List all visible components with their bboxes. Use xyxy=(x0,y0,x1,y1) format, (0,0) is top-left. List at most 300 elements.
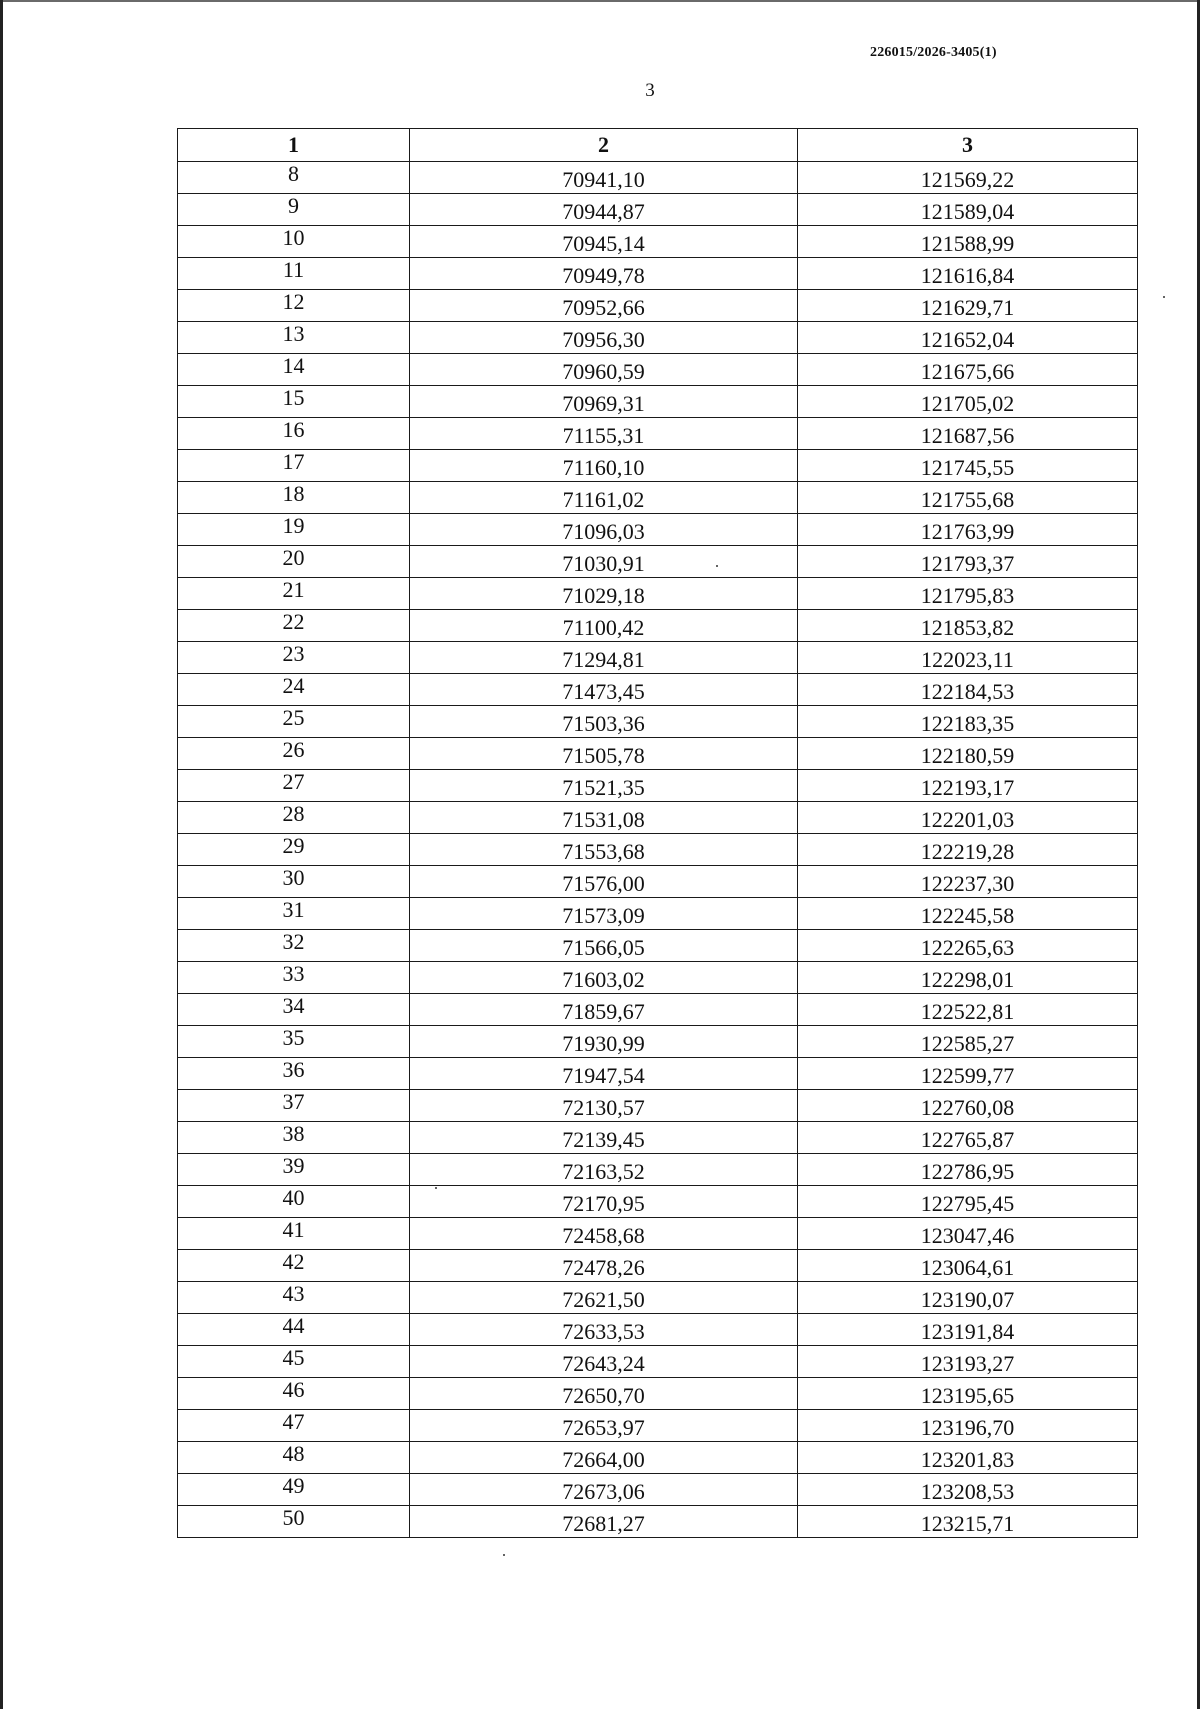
x-coordinate-cell xyxy=(410,514,798,546)
cell-text: 26 xyxy=(282,736,305,762)
scan-speck xyxy=(503,1554,505,1556)
table-row xyxy=(178,194,1138,226)
table-row xyxy=(178,1378,1138,1410)
point-number-cell xyxy=(178,1218,410,1250)
cell-text: 71030,91 xyxy=(562,550,645,576)
y-coordinate-cell xyxy=(798,1090,1138,1122)
x-coordinate-cell xyxy=(410,802,798,834)
y-coordinate-cell xyxy=(798,706,1138,738)
cell-text: 20 xyxy=(282,544,305,570)
point-number-cell xyxy=(178,162,410,194)
cell-text: 122180,59 xyxy=(920,742,1015,768)
cell-text: 122765,87 xyxy=(920,1126,1015,1152)
x-coordinate-cell xyxy=(410,1186,798,1218)
table-row xyxy=(178,514,1138,546)
cell-text: 42 xyxy=(282,1248,305,1274)
point-number-cell xyxy=(178,354,410,386)
cell-text: 11 xyxy=(282,256,305,282)
column-header: 2 xyxy=(410,129,798,162)
cell-text: 43 xyxy=(282,1280,305,1306)
page-number: 3 xyxy=(645,80,655,101)
table-row xyxy=(178,802,1138,834)
point-number-cell xyxy=(178,194,410,226)
point-number-cell xyxy=(178,1442,410,1474)
cell-text: 40 xyxy=(282,1184,305,1210)
cell-text: 72163,52 xyxy=(562,1158,645,1184)
y-coordinate-cell xyxy=(798,1410,1138,1442)
table-row xyxy=(178,258,1138,290)
x-coordinate-cell xyxy=(410,1090,798,1122)
cell-text: 121616,84 xyxy=(920,262,1015,288)
point-number-cell xyxy=(178,834,410,866)
table-row xyxy=(178,1474,1138,1506)
x-coordinate-cell xyxy=(410,1058,798,1090)
cell-text: 71155,31 xyxy=(562,422,645,448)
cell-text: 47 xyxy=(282,1408,305,1434)
cell-text: 71521,35 xyxy=(562,774,645,800)
y-coordinate-cell xyxy=(798,770,1138,802)
y-coordinate-cell xyxy=(798,226,1138,258)
cell-text: 22 xyxy=(282,608,305,634)
table-row xyxy=(178,1442,1138,1474)
point-number-cell xyxy=(178,1282,410,1314)
x-coordinate-cell xyxy=(410,1442,798,1474)
y-coordinate-cell xyxy=(798,258,1138,290)
y-coordinate-cell xyxy=(798,194,1138,226)
point-number-cell xyxy=(178,1250,410,1282)
point-number-cell xyxy=(178,738,410,770)
cell-text: 36 xyxy=(282,1056,305,1082)
cell-text: 122585,27 xyxy=(920,1030,1015,1056)
x-coordinate-cell xyxy=(410,674,798,706)
x-coordinate-cell xyxy=(410,738,798,770)
point-number-cell xyxy=(178,290,410,322)
table-row xyxy=(178,706,1138,738)
column-header: 3 xyxy=(798,129,1138,162)
cell-text: 71160,10 xyxy=(562,454,645,480)
cell-text: 25 xyxy=(282,704,305,730)
y-coordinate-cell xyxy=(798,642,1138,674)
scan-speck xyxy=(716,565,718,567)
cell-text: 122522,81 xyxy=(920,998,1015,1024)
cell-text: 41 xyxy=(282,1216,305,1242)
cell-text: 23 xyxy=(282,640,305,666)
point-number-cell xyxy=(178,1474,410,1506)
x-coordinate-cell xyxy=(410,1506,798,1538)
x-coordinate-cell xyxy=(410,1378,798,1410)
table-body xyxy=(178,162,1138,1538)
y-coordinate-cell xyxy=(798,1058,1138,1090)
cell-text: 121652,04 xyxy=(920,326,1015,352)
y-coordinate-cell xyxy=(798,386,1138,418)
cell-text: 8 xyxy=(288,160,299,186)
x-coordinate-cell xyxy=(410,1314,798,1346)
cell-text: 123064,61 xyxy=(920,1254,1015,1280)
cell-text: 18 xyxy=(282,480,305,506)
cell-text: 71029,18 xyxy=(562,582,645,608)
cell-text: 122183,35 xyxy=(920,710,1015,736)
table-row xyxy=(178,1218,1138,1250)
x-coordinate-cell xyxy=(410,290,798,322)
cell-text: 27 xyxy=(282,768,305,794)
cell-text: 70969,31 xyxy=(562,390,645,416)
point-number-cell xyxy=(178,322,410,354)
cell-text: 121588,99 xyxy=(920,230,1015,256)
cell-text: 16 xyxy=(282,416,305,442)
x-coordinate-cell xyxy=(410,962,798,994)
table-row xyxy=(178,1026,1138,1058)
cell-text: 122245,58 xyxy=(920,902,1015,928)
cell-text: 32 xyxy=(282,928,305,954)
point-number-cell xyxy=(178,898,410,930)
cell-text: 72621,50 xyxy=(562,1286,645,1312)
table-row xyxy=(178,578,1138,610)
point-number-cell xyxy=(178,1154,410,1186)
cell-text: 121705,02 xyxy=(920,390,1015,416)
cell-text: 123195,65 xyxy=(920,1382,1015,1408)
x-coordinate-cell xyxy=(410,1026,798,1058)
table-row xyxy=(178,866,1138,898)
table-row xyxy=(178,290,1138,322)
cell-text: 71947,54 xyxy=(562,1062,645,1088)
x-coordinate-cell xyxy=(410,258,798,290)
point-number-cell xyxy=(178,802,410,834)
table-row xyxy=(178,1090,1138,1122)
document-number: 226015/2026-3405(1) xyxy=(870,45,997,60)
cell-text: 121675,66 xyxy=(920,358,1015,384)
x-coordinate-cell xyxy=(410,1474,798,1506)
y-coordinate-cell xyxy=(798,1282,1138,1314)
cell-text: 72681,27 xyxy=(562,1510,645,1536)
y-coordinate-cell xyxy=(798,1314,1138,1346)
x-coordinate-cell xyxy=(410,706,798,738)
cell-text: 44 xyxy=(282,1312,305,1338)
cell-text: 123208,53 xyxy=(920,1478,1015,1504)
cell-text: 72650,70 xyxy=(562,1382,645,1408)
x-coordinate-cell xyxy=(410,1346,798,1378)
cell-text: 71096,03 xyxy=(562,518,645,544)
table-row xyxy=(178,1154,1138,1186)
point-number-cell xyxy=(178,226,410,258)
point-number-cell xyxy=(178,482,410,514)
table-row xyxy=(178,610,1138,642)
cell-text: 38 xyxy=(282,1120,305,1146)
point-number-cell xyxy=(178,610,410,642)
table-row xyxy=(178,1058,1138,1090)
table-row xyxy=(178,1506,1138,1538)
cell-text: 12 xyxy=(282,288,305,314)
cell-text: 72653,97 xyxy=(562,1414,645,1440)
cell-text: 71294,81 xyxy=(562,646,645,672)
table-row xyxy=(178,322,1138,354)
y-coordinate-cell xyxy=(798,1378,1138,1410)
cell-text: 37 xyxy=(282,1088,305,1114)
x-coordinate-cell xyxy=(410,834,798,866)
cell-text: 30 xyxy=(282,864,305,890)
x-coordinate-cell xyxy=(410,578,798,610)
y-coordinate-cell xyxy=(798,514,1138,546)
point-number-cell xyxy=(178,962,410,994)
y-coordinate-cell xyxy=(798,1474,1138,1506)
y-coordinate-cell xyxy=(798,962,1138,994)
scan-edge-top xyxy=(0,0,1200,2)
scan-speck xyxy=(1163,296,1165,298)
point-number-cell xyxy=(178,546,410,578)
cell-text: 72664,00 xyxy=(562,1446,645,1472)
cell-text: 71859,67 xyxy=(562,998,645,1024)
cell-text: 121795,83 xyxy=(920,582,1015,608)
x-coordinate-cell xyxy=(410,194,798,226)
cell-text: 14 xyxy=(282,352,305,378)
cell-text: 122298,01 xyxy=(920,966,1015,992)
y-coordinate-cell xyxy=(798,1506,1138,1538)
cell-text: 19 xyxy=(282,512,305,538)
y-coordinate-cell xyxy=(798,1186,1138,1218)
x-coordinate-cell xyxy=(410,866,798,898)
cell-text: 71576,00 xyxy=(562,870,645,896)
cell-text: 122023,11 xyxy=(921,646,1014,672)
cell-text: 70956,30 xyxy=(562,326,645,352)
x-coordinate-cell xyxy=(410,898,798,930)
x-coordinate-cell xyxy=(410,1250,798,1282)
cell-text: 72643,24 xyxy=(562,1350,645,1376)
point-number-cell xyxy=(178,514,410,546)
cell-text: 46 xyxy=(282,1376,305,1402)
table-row xyxy=(178,386,1138,418)
point-number-cell xyxy=(178,1314,410,1346)
point-number-cell xyxy=(178,1346,410,1378)
table-row xyxy=(178,546,1138,578)
y-coordinate-cell xyxy=(798,290,1138,322)
cell-text: 70945,14 xyxy=(562,230,645,256)
x-coordinate-cell xyxy=(410,546,798,578)
cell-text: 72130,57 xyxy=(562,1094,645,1120)
cell-text: 71473,45 xyxy=(562,678,645,704)
table-row xyxy=(178,226,1138,258)
x-coordinate-cell xyxy=(410,482,798,514)
y-coordinate-cell xyxy=(798,546,1138,578)
y-coordinate-cell xyxy=(798,610,1138,642)
point-number-cell xyxy=(178,994,410,1026)
x-coordinate-cell xyxy=(410,1282,798,1314)
cell-text: 71531,08 xyxy=(562,806,645,832)
cell-text: 122599,77 xyxy=(920,1062,1015,1088)
cell-text: 121745,55 xyxy=(920,454,1015,480)
cell-text: 122265,63 xyxy=(920,934,1015,960)
y-coordinate-cell xyxy=(798,1218,1138,1250)
y-coordinate-cell xyxy=(798,738,1138,770)
cell-text: 13 xyxy=(282,320,305,346)
y-coordinate-cell xyxy=(798,578,1138,610)
table-row xyxy=(178,674,1138,706)
cell-text: 72633,53 xyxy=(562,1318,645,1344)
table-row xyxy=(178,1410,1138,1442)
y-coordinate-cell xyxy=(798,930,1138,962)
cell-text: 121853,82 xyxy=(920,614,1015,640)
cell-text: 71573,09 xyxy=(562,902,645,928)
column-header: 1 xyxy=(178,129,410,162)
x-coordinate-cell xyxy=(410,994,798,1026)
cell-text: 24 xyxy=(282,672,305,698)
cell-text: 72458,68 xyxy=(562,1222,645,1248)
table-header-row xyxy=(178,129,1138,162)
scan-speck xyxy=(435,1187,437,1189)
cell-text: 122760,08 xyxy=(920,1094,1015,1120)
cell-text: 70952,66 xyxy=(562,294,645,320)
cell-text: 10 xyxy=(282,224,305,250)
cell-text: 71161,02 xyxy=(562,486,645,512)
cell-text: 71603,02 xyxy=(562,966,645,992)
point-number-cell xyxy=(178,418,410,450)
y-coordinate-cell xyxy=(798,994,1138,1026)
cell-text: 70941,10 xyxy=(562,166,645,192)
cell-text: 123215,71 xyxy=(920,1510,1015,1536)
point-number-cell xyxy=(178,578,410,610)
y-coordinate-cell xyxy=(798,802,1138,834)
y-coordinate-cell xyxy=(798,450,1138,482)
cell-text: 123047,46 xyxy=(920,1222,1015,1248)
table-row xyxy=(178,450,1138,482)
cell-text: 71503,36 xyxy=(562,710,645,736)
cell-text: 121755,68 xyxy=(920,486,1015,512)
point-number-cell xyxy=(178,450,410,482)
cell-text: 70944,87 xyxy=(562,198,645,224)
cell-text: 121687,56 xyxy=(920,422,1015,448)
point-number-cell xyxy=(178,674,410,706)
y-coordinate-cell xyxy=(798,482,1138,514)
table-row xyxy=(178,994,1138,1026)
x-coordinate-cell xyxy=(410,322,798,354)
y-coordinate-cell xyxy=(798,834,1138,866)
cell-text: 49 xyxy=(282,1472,305,1498)
cell-text: 48 xyxy=(282,1440,305,1466)
cell-text: 123201,83 xyxy=(920,1446,1015,1472)
cell-text: 21 xyxy=(282,576,305,602)
x-coordinate-cell xyxy=(410,1218,798,1250)
table-row xyxy=(178,642,1138,674)
x-coordinate-cell xyxy=(410,610,798,642)
cell-text: 123196,70 xyxy=(920,1414,1015,1440)
y-coordinate-cell xyxy=(798,866,1138,898)
x-coordinate-cell xyxy=(410,354,798,386)
cell-text: 71553,68 xyxy=(562,838,645,864)
cell-text: 71505,78 xyxy=(562,742,645,768)
table-row xyxy=(178,1122,1138,1154)
y-coordinate-cell xyxy=(798,1154,1138,1186)
x-coordinate-cell xyxy=(410,1122,798,1154)
cell-text: 17 xyxy=(282,448,305,474)
table-row xyxy=(178,738,1138,770)
point-number-cell xyxy=(178,642,410,674)
cell-text: 28 xyxy=(282,800,305,826)
point-number-cell xyxy=(178,930,410,962)
cell-text: 45 xyxy=(282,1344,305,1370)
y-coordinate-cell xyxy=(798,354,1138,386)
cell-text: 72139,45 xyxy=(562,1126,645,1152)
y-coordinate-cell xyxy=(798,1026,1138,1058)
y-coordinate-cell xyxy=(798,674,1138,706)
table-row xyxy=(178,162,1138,194)
cell-text: 123191,84 xyxy=(920,1318,1015,1344)
y-coordinate-cell xyxy=(798,1442,1138,1474)
coordinates-table xyxy=(177,128,1138,1538)
y-coordinate-cell xyxy=(798,898,1138,930)
x-coordinate-cell xyxy=(410,930,798,962)
point-number-cell xyxy=(178,770,410,802)
table-row xyxy=(178,482,1138,514)
cell-text: 29 xyxy=(282,832,305,858)
cell-text: 35 xyxy=(282,1024,305,1050)
table-row xyxy=(178,930,1138,962)
cell-text: 122237,30 xyxy=(920,870,1015,896)
point-number-cell xyxy=(178,1026,410,1058)
x-coordinate-cell xyxy=(410,770,798,802)
table-row xyxy=(178,898,1138,930)
cell-text: 122201,03 xyxy=(920,806,1015,832)
cell-text: 15 xyxy=(282,384,305,410)
cell-text: 71566,05 xyxy=(562,934,645,960)
table-row xyxy=(178,834,1138,866)
cell-text: 121569,22 xyxy=(920,166,1015,192)
y-coordinate-cell xyxy=(798,162,1138,194)
cell-text: 122786,95 xyxy=(920,1158,1015,1184)
cell-text: 9 xyxy=(288,192,299,218)
cell-text: 39 xyxy=(282,1152,305,1178)
point-number-cell xyxy=(178,1410,410,1442)
point-number-cell xyxy=(178,706,410,738)
cell-text: 31 xyxy=(282,896,305,922)
scan-edge-left xyxy=(0,0,3,1709)
point-number-cell xyxy=(178,386,410,418)
table-row xyxy=(178,962,1138,994)
point-number-cell xyxy=(178,1122,410,1154)
table-row xyxy=(178,1250,1138,1282)
y-coordinate-cell xyxy=(798,1122,1138,1154)
x-coordinate-cell xyxy=(410,1410,798,1442)
table-row xyxy=(178,418,1138,450)
point-number-cell xyxy=(178,258,410,290)
x-coordinate-cell xyxy=(410,162,798,194)
point-number-cell xyxy=(178,866,410,898)
point-number-cell xyxy=(178,1058,410,1090)
cell-text: 122193,17 xyxy=(920,774,1015,800)
x-coordinate-cell xyxy=(410,386,798,418)
cell-text: 123190,07 xyxy=(920,1286,1015,1312)
point-number-cell xyxy=(178,1378,410,1410)
point-number-cell xyxy=(178,1506,410,1538)
cell-text: 122219,28 xyxy=(920,838,1015,864)
y-coordinate-cell xyxy=(798,322,1138,354)
table-row xyxy=(178,770,1138,802)
point-number-cell xyxy=(178,1090,410,1122)
cell-text: 121629,71 xyxy=(920,294,1015,320)
cell-text: 72673,06 xyxy=(562,1478,645,1504)
cell-text: 123193,27 xyxy=(920,1350,1015,1376)
cell-text: 72170,95 xyxy=(562,1190,645,1216)
x-coordinate-cell xyxy=(410,226,798,258)
cell-text: 71930,99 xyxy=(562,1030,645,1056)
point-number-cell xyxy=(178,1186,410,1218)
y-coordinate-cell xyxy=(798,1346,1138,1378)
cell-text: 34 xyxy=(282,992,305,1018)
cell-text: 72478,26 xyxy=(562,1254,645,1280)
cell-text: 50 xyxy=(282,1504,305,1530)
cell-text: 121763,99 xyxy=(920,518,1015,544)
y-coordinate-cell xyxy=(798,418,1138,450)
cell-text: 70949,78 xyxy=(562,262,645,288)
x-coordinate-cell xyxy=(410,450,798,482)
cell-text: 70960,59 xyxy=(562,358,645,384)
